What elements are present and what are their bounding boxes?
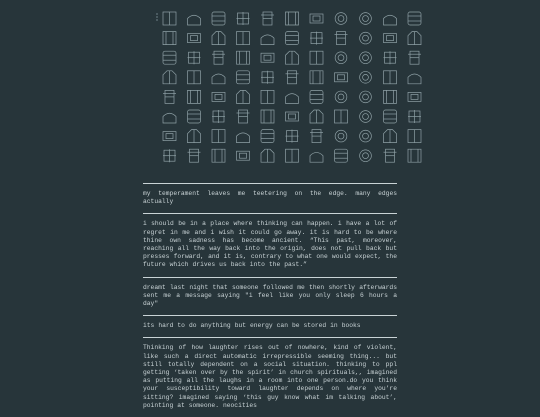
- architectural-plan-glyph: [188, 149, 201, 162]
- architectural-plan-glyph: [212, 149, 225, 162]
- architectural-plan-glyph: [335, 32, 348, 45]
- architectural-plan-glyph: [384, 149, 397, 162]
- post-entry: [143, 315, 397, 337]
- architectural-plan-glyph: [310, 130, 323, 143]
- architectural-plan-glyph: [188, 51, 201, 64]
- architectural-plan-glyph: [360, 32, 372, 44]
- architectural-plan-glyph: [261, 130, 274, 143]
- post-text: Thinking of how laughter rises out of nowhere, kind of violent, like such a direct automatic irrepressible seeming thing... but still totally dependent on a social situation. thinking to ppl getting ‘taken over by the spirit’ in church spirituals,, imagined as putting all the laughs in a room into one person.do you think your susceptibility toward laughter depends on where you’re sitting? imagined saying ‘this guy know what im talking about’, pointing at someone. neocities: [143, 344, 397, 409]
- architectural-plan-glyph: [408, 32, 421, 45]
- architectural-plan-glyph: [163, 113, 176, 123]
- architectural-plan-glyph: [163, 90, 176, 103]
- architectural-plan-glyph: [360, 52, 372, 64]
- glyph-grid: [0, 0, 540, 175]
- architectural-plan-glyph: [163, 32, 176, 45]
- architectural-plan-glyph: [310, 32, 323, 45]
- architectural-plan-glyph: [408, 51, 421, 64]
- architectural-plan-glyph: [310, 51, 323, 64]
- architectural-plan-glyph: [261, 110, 274, 123]
- architectural-plan-glyph: [384, 51, 397, 64]
- architectural-plan-glyph: [188, 110, 201, 123]
- architectural-plan-glyph: [286, 94, 299, 104]
- architectural-plan-glyph: [384, 90, 397, 103]
- architectural-plan-glyph: [360, 91, 372, 103]
- architectural-plan-glyph: [335, 149, 348, 162]
- architectural-plan-glyph: [286, 32, 299, 45]
- architectural-plan-glyph: [188, 15, 201, 25]
- architectural-plan-glyph: [335, 13, 347, 25]
- architectural-plan-glyph: [310, 152, 323, 162]
- post-text: dreamt last night that someone followed me then shortly afterwards sent me a message saying "i feel like you only sleep 6 hours a day": [143, 283, 397, 308]
- architectural-plan-glyph: [163, 149, 176, 162]
- architectural-plan-glyph: [212, 51, 225, 64]
- architectural-plan-glyph: [212, 130, 225, 143]
- architectural-plan-glyph: [286, 51, 299, 64]
- architectural-plan-glyph: [286, 12, 299, 25]
- architectural-plan-glyph: [335, 52, 347, 64]
- architectural-plan-glyph: [163, 71, 176, 84]
- architectural-plan-glyph: [360, 13, 372, 25]
- post-entry: [143, 277, 397, 316]
- architectural-plan-glyph: [261, 71, 274, 84]
- architectural-plan-glyph: [335, 73, 348, 82]
- architectural-plan-glyph: [237, 110, 250, 123]
- architectural-plan-glyph: [261, 149, 274, 162]
- architectural-plan-glyph: [237, 90, 250, 103]
- architectural-plan-glyph: [335, 110, 348, 123]
- architectural-plan-glyph: [384, 71, 397, 84]
- architectural-plan-glyph: [384, 110, 397, 123]
- architectural-plan-glyph: [237, 51, 250, 64]
- architectural-plan-glyph: [237, 71, 250, 84]
- glyph-grid-svg: [0, 0, 540, 175]
- architectural-plan-glyph: [212, 92, 225, 101]
- architectural-plan-glyph: [237, 151, 250, 160]
- post-text: my temperament leaves me teetering on the edge. many edges actually: [143, 190, 397, 206]
- architectural-plan-glyph: [188, 90, 201, 103]
- architectural-plan-glyph: [360, 111, 372, 123]
- architectural-plan-glyph: [163, 51, 176, 64]
- architectural-plan-glyph: [212, 110, 225, 123]
- architectural-plan-glyph: [212, 12, 225, 25]
- architectural-plan-glyph: [360, 150, 372, 162]
- architectural-plan-glyph: [408, 130, 421, 143]
- architectural-plan-glyph: [212, 32, 225, 45]
- architectural-plan-glyph: [408, 92, 421, 101]
- architectural-plan-glyph: [261, 12, 274, 25]
- architectural-plan-glyph: [188, 130, 201, 143]
- architectural-plan-glyph: [188, 34, 201, 43]
- architectural-plan-glyph: [261, 53, 274, 62]
- architectural-plan-glyph: [261, 35, 274, 45]
- architectural-plan-glyph: [310, 90, 323, 103]
- architectural-plan-glyph: [335, 91, 347, 103]
- architectural-plan-glyph: [408, 12, 421, 25]
- architectural-plan-glyph: [310, 110, 323, 123]
- architectural-plan-glyph: [286, 130, 299, 143]
- architectural-plan-glyph: [237, 133, 250, 143]
- architectural-plan-glyph: [384, 15, 397, 25]
- architectural-plan-glyph: [408, 74, 421, 84]
- architectural-plan-glyph: [408, 149, 421, 162]
- architectural-plan-glyph: [286, 112, 299, 121]
- post-text: its hard to do anything but energy can be stored in books: [143, 322, 361, 330]
- architectural-plan-glyph: [212, 74, 225, 84]
- architectural-plan-glyph: [310, 14, 323, 23]
- post-entry: [143, 183, 397, 213]
- post-text: i should be in a place where thinking can happen. i have a lot of regret in me and i wish it could go away. it is hard to be where thine own sadness has become ancient. “This past, moreover, reaching all the way back into the origin, does not pull back but presses forward, and it is, contrary to what one would expect, the future which drives us back into the past.”: [143, 220, 397, 269]
- architectural-plan-glyph: [188, 71, 201, 84]
- post-entry: [143, 213, 397, 276]
- architectural-plan-glyph: [384, 34, 397, 43]
- architectural-plan-glyph: [335, 130, 347, 142]
- architectural-plan-glyph: [310, 71, 323, 84]
- post-feed: [143, 183, 397, 417]
- architectural-plan-glyph: [261, 90, 274, 103]
- architectural-plan-glyph: [286, 149, 299, 162]
- architectural-plan-glyph: [384, 130, 397, 143]
- architectural-plan-glyph: [163, 132, 176, 141]
- architectural-plan-glyph: [237, 32, 250, 45]
- architectural-plan-glyph: [237, 12, 250, 25]
- architectural-plan-glyph: [360, 71, 372, 83]
- architectural-plan-glyph: [163, 12, 176, 25]
- architectural-plan-glyph: [408, 110, 421, 123]
- post-entry: [143, 337, 397, 417]
- architectural-plan-glyph: [286, 71, 299, 84]
- architectural-plan-glyph: [360, 130, 372, 142]
